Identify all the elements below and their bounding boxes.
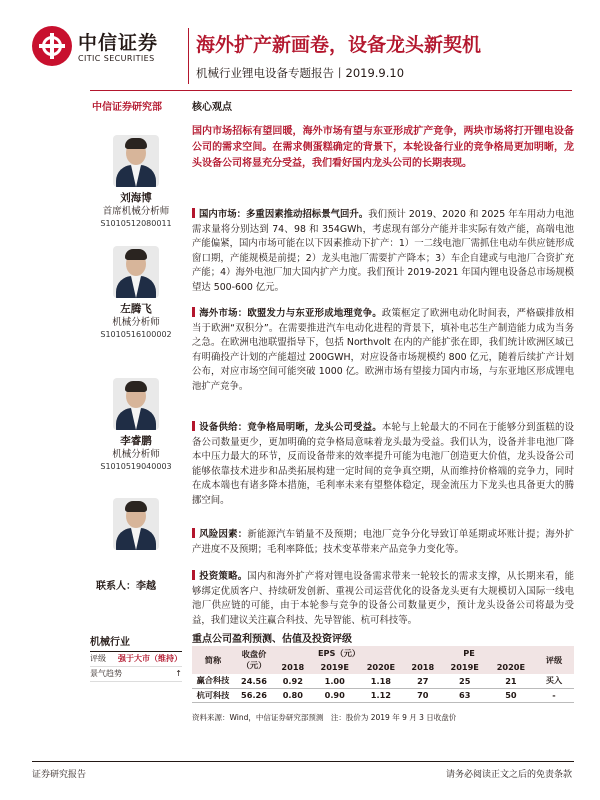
contact-card: [90, 498, 182, 554]
table-source-note: 资料来源：Wind，中信证券研究部预测 注：股价为 2019 年 9 月 3 日收盘价: [192, 713, 457, 722]
paragraph-lead: 海外市场：欧盟发力与东亚形成地理竞争。: [199, 308, 382, 319]
header-rule: [90, 90, 572, 91]
close-price: 56.26: [234, 688, 274, 702]
report-title: 海外扩产新画卷，设备龙头新契机: [196, 34, 482, 56]
analyst-id: S1010512080011: [100, 219, 172, 228]
rating-value: 买入: [534, 674, 574, 688]
pe-value: 63: [442, 688, 488, 702]
analyst-name: 刘海博: [120, 192, 152, 204]
col-eps-header: EPS（元）: [274, 646, 404, 660]
analyst-card: [90, 246, 182, 341]
year-header: 2018: [274, 660, 312, 674]
rating-value: 强于大市（维持）: [118, 654, 182, 663]
paragraph-body: 我们预计 2019、2020 和 2025 年车用动力电池需求量将分别达到 74、98 和 354GWh，考虑现有部分产能并非实际有效产能，高端电池产能偏紧，国内市场可能在以下因素推动下扩产：1）一二线电池厂需抓住电动车供应链形成窗口期，产能规模是前提；2）龙头电池厂需要扩产降本；3）车企自建或与电池厂合资扩充产能；4）海外电池厂加大国内扩产力度。我们预计 2019-2021 年国内锂电设备总市场规模望达 500-600 亿元。: [192, 209, 574, 293]
analyst-card: [90, 135, 182, 230]
bullet-marker: [192, 421, 195, 431]
col-pe-header: PE: [404, 646, 534, 660]
paragraph-domestic: [192, 208, 574, 296]
analyst-title: 首席机械分析师: [102, 206, 170, 217]
table-header-row: [192, 646, 574, 660]
company-name: 杭可科技: [192, 688, 234, 702]
header-divider: [188, 28, 189, 84]
paragraph-body: 本轮与上轮最大的不同在于能够分到蛋糕的设备公司数量更少，更加明确的竞争格局意味着龙头最为受益。我们认为，设备并非电池厂降本中压力最大的环节，反而设备带来的效率提升可能为电池厂创造更大价值，龙头设备公司能够依靠技术进步和品类拓展构建一定时间的竞争真空期，从而维持价格端的竞争力，同时在成本端也有诸多降本措施，毛利率未来有望整体稳定，现金流压力下龙头也具备更大的腾挪空间。: [192, 422, 574, 506]
eps-value: 0.92: [274, 674, 312, 688]
eps-value: 1.00: [312, 674, 358, 688]
report-subtitle: 机械行业锂电设备专题报告丨2019.9.10: [196, 66, 405, 80]
analyst-name: 左腾飞: [120, 303, 152, 315]
bullet-marker: [192, 570, 195, 580]
col-price-header: 收盘价（元）: [234, 646, 274, 674]
paragraph-lead: 设备供给：竞争格局明晰，龙头公司受益。: [199, 422, 382, 433]
trend-row: [90, 667, 182, 682]
table-row: [192, 688, 574, 702]
rating-label: 评级: [90, 654, 106, 663]
close-price: 24.56: [234, 674, 274, 688]
company-name: 赢合科技: [192, 674, 234, 688]
pe-value: 25: [442, 674, 488, 688]
trend-up-icon: ↑: [175, 669, 182, 678]
col-name-header: 简称: [192, 646, 234, 674]
analyst-title: 机械分析师: [112, 449, 160, 460]
eps-value: 0.80: [274, 688, 312, 702]
core-view-label: 核心观点: [192, 102, 232, 113]
contact-person: 联系人：李越: [96, 581, 156, 592]
research-dept-label: 中信证券研究部: [92, 102, 162, 113]
paragraph-lead: 国内市场：多重因素推动招标景气回升。: [199, 209, 369, 220]
analyst-photo: [113, 246, 159, 298]
analyst-name: 李睿鹏: [120, 435, 152, 447]
bullet-marker: [192, 307, 195, 317]
year-header: 2019E: [442, 660, 488, 674]
eps-value: 1.18: [358, 674, 404, 688]
summary-text: 国内市场招标有望回暖，海外市场有望与东亚形成扩产竞争，两块市场将打开锂电设备公司的需求空间。在需求侧蛋糕确定的背景下，本轮设备行业的竞争格局更加明晰，龙头设备公司将显充分受益，我们看好国内龙头公司的长期表现。: [192, 126, 574, 169]
analyst-id: S1010516100002: [100, 330, 172, 339]
paragraph-body: 政策框定了欧洲电动化时间表，严格碳排放相当于欧洲“双积分”。在需要推进汽车电动化进程的背景下，填补电芯生产制造能力成为当务之急。在欧洲电池联盟指导下，包括 Northvolt 在内的产能扩张在即，我们统计欧洲区域已有明确投产计划的产能超过 200GWH，对应设备市场规模约 800 亿元，随着后续扩产计划公布，对应市场空间可能突破 1000 亿。欧洲市场有望接力国内市场，与东亚地区形成锂电池扩产竞争。: [192, 308, 574, 392]
trend-label: 景气趋势: [90, 669, 122, 678]
logo-text-en: CITIC SECURITIES: [78, 54, 155, 63]
paragraph-risk: [192, 528, 574, 557]
pe-value: 50: [488, 688, 534, 702]
report-header: [0, 0, 600, 98]
citic-logo: [32, 26, 182, 72]
pe-value: 21: [488, 674, 534, 688]
year-header: 2020E: [358, 660, 404, 674]
col-rating-header: 评级: [534, 646, 574, 674]
year-header: 2019E: [312, 660, 358, 674]
citic-logo-icon: [32, 26, 72, 66]
forecast-table-title: 重点公司盈利预测、估值及投资评级: [192, 634, 352, 645]
paragraph-body: 新能源汽车销量不及预期；电池厂竞争分化导致订单延期或坏账计提；海外扩产进度不及预期；毛利率降低；技术变革带来产品竞争力变化等。: [192, 529, 574, 555]
eps-value: 0.90: [312, 688, 358, 702]
year-header: 2020E: [488, 660, 534, 674]
analyst-photo: [113, 135, 159, 187]
bullet-marker: [192, 528, 195, 538]
eps-value: 1.12: [358, 688, 404, 702]
pe-value: 70: [404, 688, 442, 702]
analyst-photo: [113, 378, 159, 430]
table-row: [192, 674, 574, 688]
analyst-title: 机械分析师: [112, 317, 160, 328]
industry-rating-box: [90, 633, 182, 682]
contact-photo: [113, 498, 159, 550]
industry-title: 机械行业: [90, 633, 182, 652]
analyst-card: [90, 378, 182, 473]
forecast-table: [192, 646, 574, 703]
paragraph-lead: 投资策略。: [199, 571, 248, 582]
year-header: 2018: [404, 660, 442, 674]
logo-text-cn: 中信证券: [78, 32, 159, 54]
paragraph-strategy: [192, 570, 574, 628]
paragraph-overseas: [192, 307, 574, 395]
footer-report-type: 证券研究报告: [32, 770, 87, 780]
paragraph-body: 国内和海外扩产将对锂电设备需求带来一轮较长的需求支撑，从长期来看，能够绑定优质客户、持续研发创新、重视公司运营优化的设备龙头更有大规模切入国际一线电池厂供应链的可能，由于本轮参与竞争的设备公司数量更少，预计龙头设备公司将最为受益，我们建议关注赢合科技、先导智能、杭可科技等。: [192, 571, 574, 626]
paragraph-supply: [192, 421, 574, 509]
footer-rule: [32, 761, 574, 762]
pe-value: 27: [404, 674, 442, 688]
footer-disclaimer-note: 请务必阅读正文之后的免责条款: [445, 770, 572, 780]
rating-value: -: [534, 688, 574, 702]
analyst-id: S1010519040003: [100, 462, 172, 471]
paragraph-lead: 风险因素：: [199, 529, 248, 540]
bullet-marker: [192, 208, 195, 218]
rating-row: [90, 652, 182, 667]
